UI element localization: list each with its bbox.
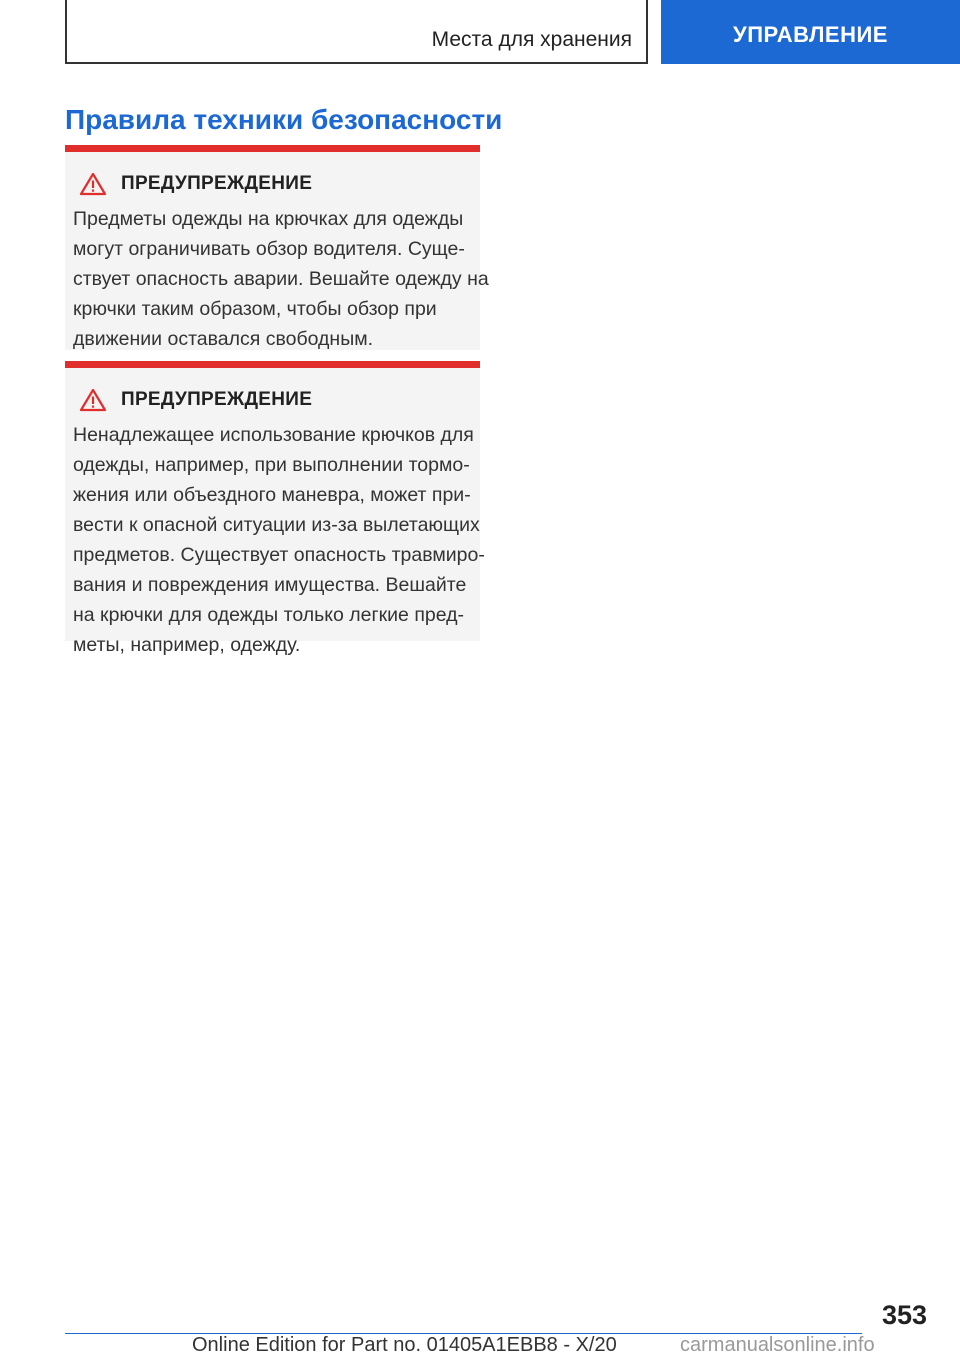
warning-line: крючки таким образом, чтобы обзор при <box>73 298 437 320</box>
header-section-title: Места для хранения <box>431 28 632 51</box>
warning-line: Ненадлежащее использование крючков для <box>73 424 474 446</box>
warning-line: предметов. Существует опасность травмиро- <box>73 544 485 566</box>
warning-line: движении оставался свободным. <box>73 328 374 350</box>
footer-watermark[interactable]: carmanualsonline.info <box>680 1334 875 1356</box>
warning-line: жения или объездного маневра, может при- <box>73 484 471 506</box>
warning-line: одежды, например, при выполнении тормо- <box>73 454 470 476</box>
warning-line: могут ограничивать обзор водителя. Суще- <box>73 238 465 260</box>
page-number: 353 <box>881 1300 927 1330</box>
warning-line: на крючки для одежды только легкие пред- <box>73 604 465 626</box>
warning-line: вести к опасной ситуации из-за вылетающих <box>73 514 480 536</box>
warning-line: ствует опасность аварии. Вешайте одежду на <box>73 268 489 290</box>
page-title: Правила техники безопасности <box>65 104 503 135</box>
warning-text <box>73 204 489 354</box>
warning-header <box>73 172 472 196</box>
warning-box-2 <box>65 361 485 656</box>
warning-line: вания и повреждения имущества. Вешайте <box>73 574 467 596</box>
warning-box-1 <box>65 145 489 350</box>
header-box <box>65 0 648 64</box>
warning-triangle-icon <box>79 388 107 412</box>
warning-line: меты, например, одежду. <box>73 634 301 656</box>
warning-title: ПРЕДУПРЕЖДЕНИЕ <box>121 389 313 410</box>
footer-edition: Online Edition for Part no. 01405A1EBB8 - X/20 <box>192 1334 617 1356</box>
warning-line: Предметы одежды на крючках для одежды <box>73 208 464 230</box>
warning-text <box>73 420 485 660</box>
warning-triangle-icon <box>79 172 107 196</box>
header-chapter-tab[interactable]: УПРАВЛЕНИЕ <box>661 0 960 64</box>
warning-header <box>73 388 472 412</box>
warning-title: ПРЕДУПРЕЖДЕНИЕ <box>121 173 313 194</box>
